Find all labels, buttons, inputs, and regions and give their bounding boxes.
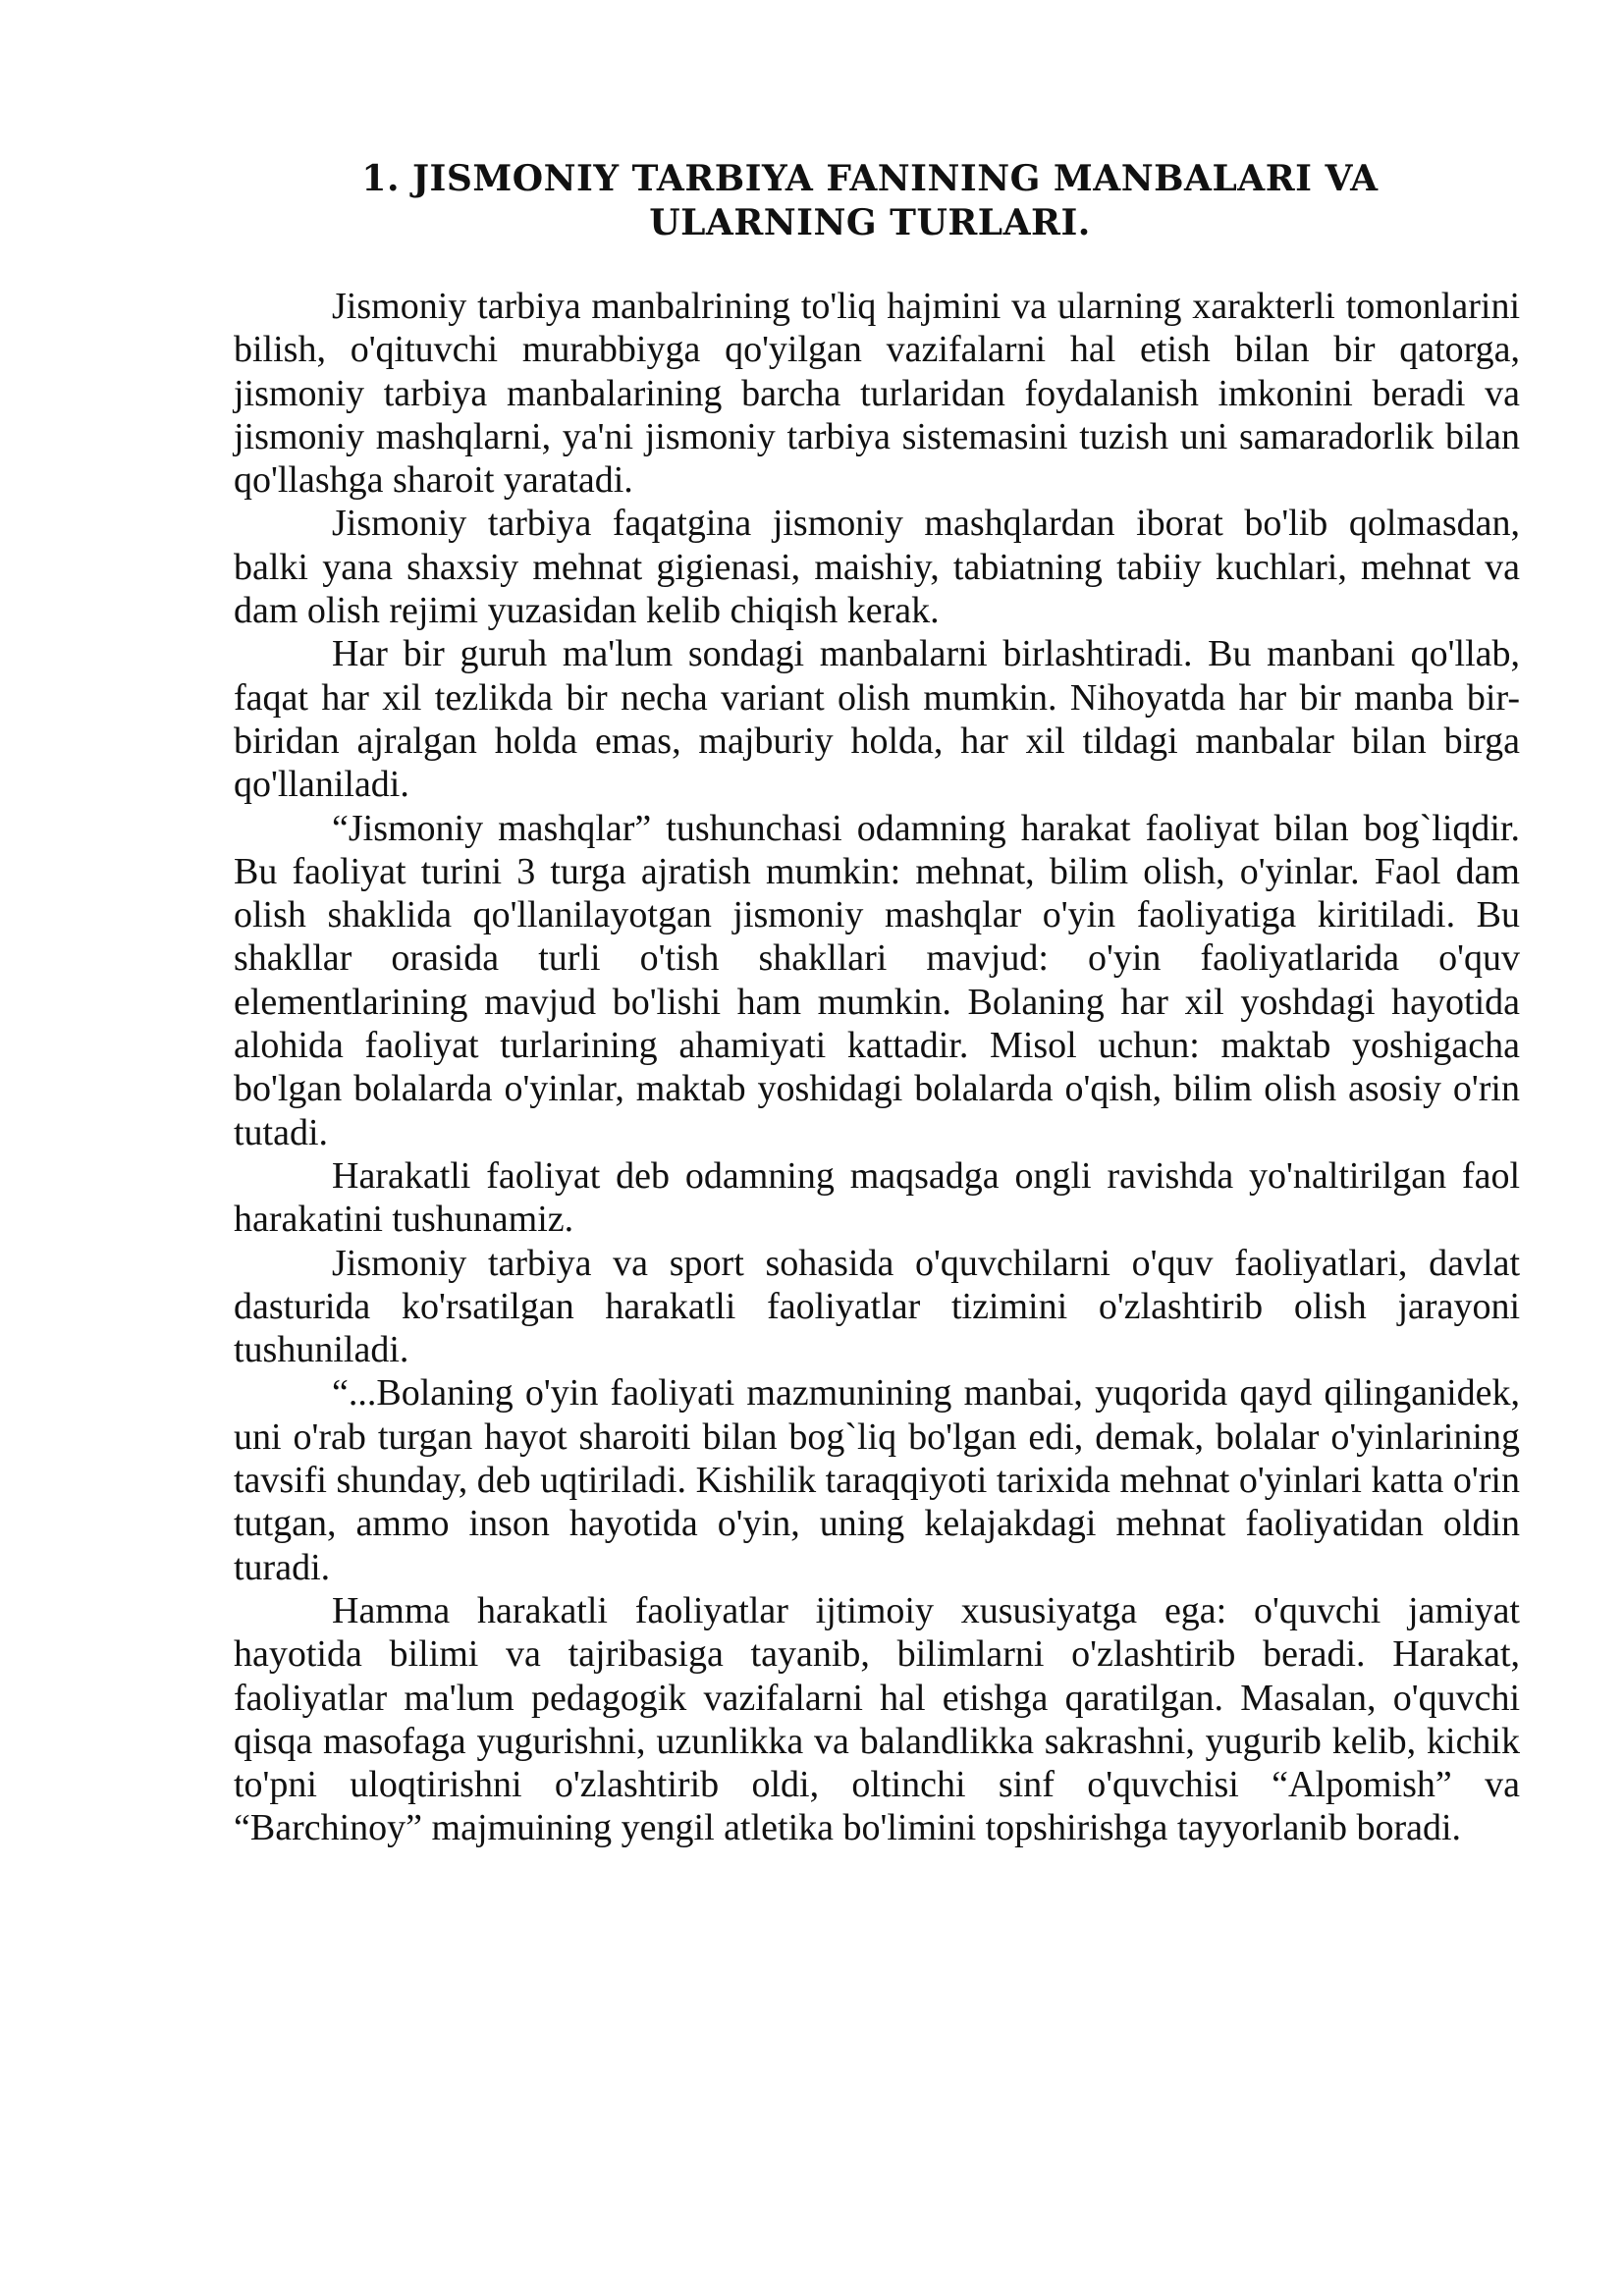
paragraph-3: Har bir guruh ma'lum sondagi manbalarni birlashtiradi. Bu manbani qo'llab, faqat har xil tezlikda bir necha variant olish mumkin. Nihoyatda har bir manba bir-biridan ajralgan holda emas, majburiy holda, har xil tildagi manbalar bilan birga qo'llaniladi. [234,633,1520,806]
paragraph-6: Jismoniy tarbiya va sport sohasida o'quvchilarni o'quv faoliyatlari, davlat dasturida ko'rsatilgan harakatli faoliyatlar tizimini o'zlashtirib olish jarayoni tushuniladi. [234,1242,1520,1371]
document-body [234,285,1520,1850]
paragraph-7: “...Bolaning o'yin faoliyati mazmunining manbai, yuqorida qayd qilinganidek, uni o'rab turgan hayot sharoiti bilan bog`liq bo'lgan edi, demak, bolalar o'yinlarining tavsifi shunday, deb uqtiriladi. Kishilik taraqqiyoti tarixida mehnat o'yinlari katta o'rin tutgan, ammo inson hayotida o'yin, uning kelajakdagi mehnat faoliyatidan oldin turadi. [234,1372,1520,1588]
paragraph-1: Jismoniy tarbiya manbalrining to'liq hajmini va ularning xarakterli tomonlarini bilish, o'qituvchi murabbiyga qo'yilgan vazifalarni hal etish bilan bir qatorga, jismoniy tarbiya manbalarining barcha turlaridan foydalanish imkonini beradi va jismoniy mashqlarni, ya'ni jismoniy tarbiya sistemasini tuzish uni samaradorlik bilan qo'llashga sharoit yaratadi. [234,286,1520,502]
paragraph-5: Harakatli faoliyat deb odamning maqsadga ongli ravishda yo'naltirilgan faol harakatini tushunamiz. [234,1154,1520,1241]
title-line-2: ULARNING TURLARI. [649,202,1091,243]
paragraph-8: Hamma harakatli faoliyatlar ijtimoiy xususiyatga ega: o'quvchi jamiyat hayotida bilimi va tajribasiga tayanib, bilimlarni o'zlashtirib beradi. Harakat, faoliyatlar ma'lum pedagogik vazifalarni hal etishga qaratilgan. Masalan, o'quvchi qisqa masofaga yugurishni, uzunlikka va balandlikka sakrashni, yugurib kelib, kichik to'pni uloqtirishni o'zlashtirib oldi, oltinchi sinf o'quvchisi “Alpomish” va “Barchinoy” majmuining yengil atletika bo'limini topshirishga tayyorlanib boradi. [234,1589,1520,1849]
paragraph-4: “Jismoniy mashqlar” tushunchasi odamning harakat faoliyat bilan bog`liqdir. Bu faoliyat turini 3 turga ajratish mumkin: mehnat, bilim olish, o'yinlar. Faol dam olish shaklida qo'llanilayotgan jismoniy mashqlar o'yin faoliyatiga kiritiladi. Bu shakllar orasida turli o'tish shakllari mavjud: o'yin faoliyatlarida o'quv elementlarining mavjud bo'lishi ham mumkin. Bolaning har xil yoshdagi hayotida alohida faoliyat turlarining ahamiyati kattadir. Misol uchun: maktab yoshigacha bo'lgan bolalarda o'yinlar, maktab yoshidagi bolalarda o'qish, bilim olish asosiy o'rin tutadi. [234,807,1520,1153]
page-title [232,157,1508,245]
paragraph-2: Jismoniy tarbiya faqatgina jismoniy mashqlardan iborat bo'lib qolmasdan, balki yana shaxsiy mehnat gigienasi, maishiy, tabiatning tabiiy kuchlari, mehnat va dam olish rejimi yuzasidan kelib chiqish kerak. [234,503,1520,632]
title-line-1: 1. JISMONIY TARBIYA FANINING MANBALARI VA [361,158,1379,199]
